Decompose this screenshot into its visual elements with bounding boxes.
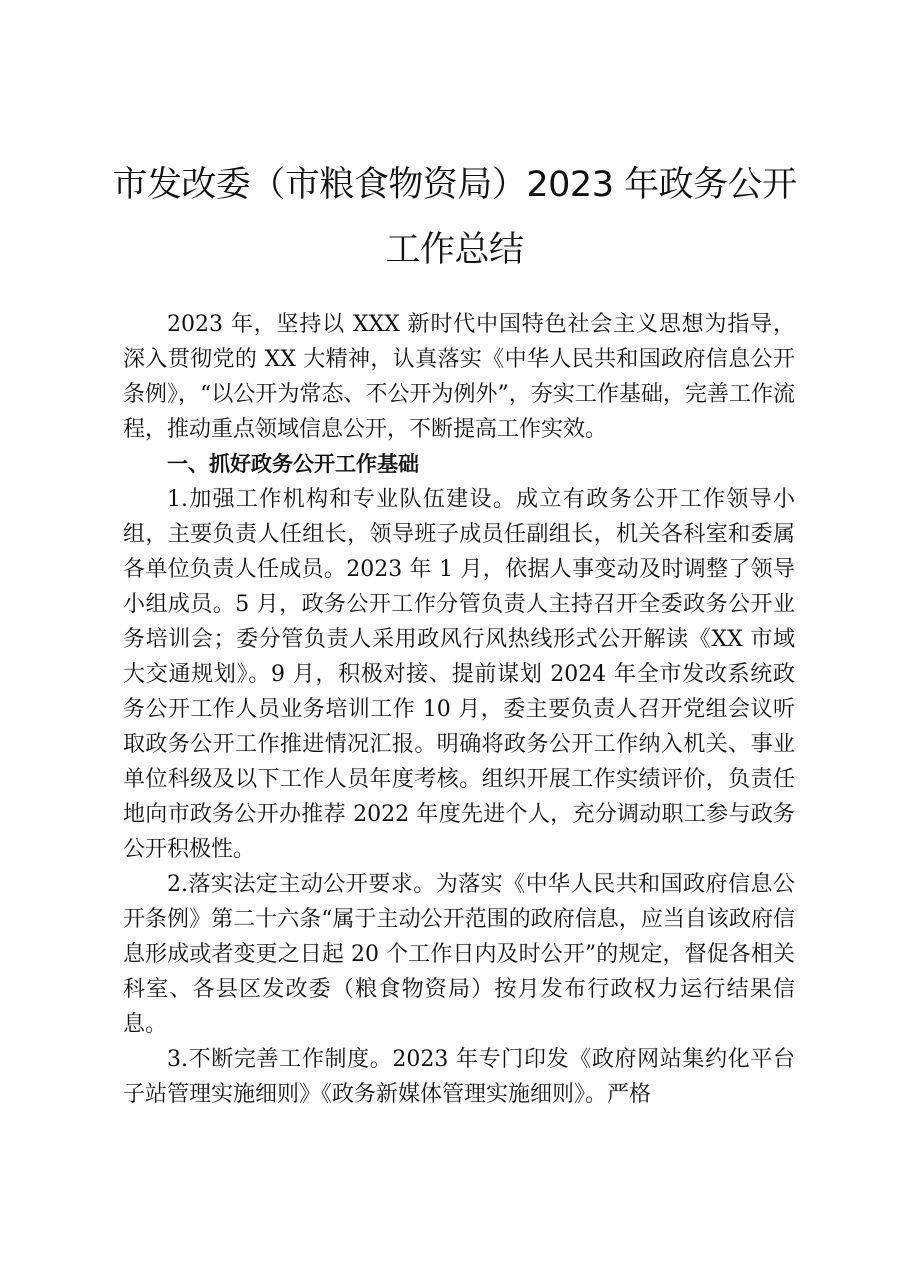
document-body bbox=[123, 307, 795, 1112]
intro-paragraph: 2023 年，坚持以 XXX 新时代中国特色社会主义思想为指导，深入贯彻党的 XX 大精神，认真落实《中华人民共和国政府信息公开条例》，“以公开为常态、不公开为例外”，夯实工作基础，完善工作流程，推动重点领域信息公开，不断提高工作实效。 bbox=[123, 312, 795, 442]
item-1-paragraph: 1.加强工作机构和专业队伍建设。成立有政务公开工作领导小组，主要负责人任组长，领导班子成员任副组长，机关各科室和委属各单位负责人任成员。2023 年 1 月，依据人事变动及时调整了领导小组成员。5 月，政务公开工作分管负责人主持召开全委政务公开业务培训会；委分管负责人采用政风行风热线形式公开解读《XX 市域大交通规划》。9 月，积极对接、提前谋划 2024 年全市发改系统政务公开工作人员业务培训工作 10 月，委主要负责人召开党组会议听取政务公开工作推进情况汇报。明确将政务公开工作纳入机关、事业单位科级及以下工作人员年度考核。组织开展工作实绩评价，负责任地向市政务公开办推荐 2022 年度先进个人，充分调动职工参与政务公开积极性。 bbox=[123, 487, 795, 862]
document-title-line-2: 工作总结 bbox=[385, 230, 524, 270]
document-title-line-1: 市发改委（市粮食物资局）2023 年政务公开 bbox=[112, 165, 797, 205]
item-2-paragraph: 2.落实法定主动公开要求。为落实《中华人民共和国政府信息公开条例》第二十六条“属于主动公开范围的政府信息，应当自该政府信息形成或者变更之日起 20 个工作日内及时公开”的规定，督促各相关科室、各县区发改委（粮食物资局）按月发布行政权力运行结果信息。 bbox=[123, 872, 795, 1037]
section-1-heading: 一、抓好政务公开工作基础 bbox=[167, 452, 419, 476]
item-3-paragraph: 3.不断完善工作制度。2023 年专门印发《政府网站集约化平台子站管理实施细则》《政务新媒体管理实施细则》。严格 bbox=[123, 1047, 795, 1107]
